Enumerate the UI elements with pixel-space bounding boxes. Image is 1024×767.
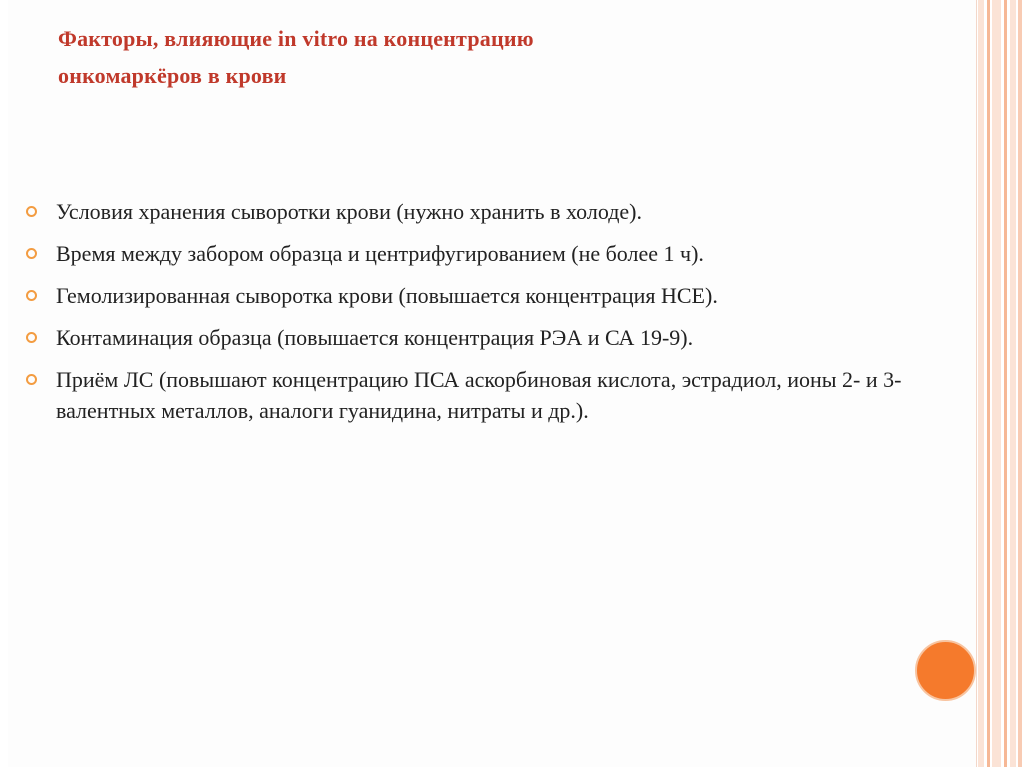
- list-item: [20, 196, 920, 227]
- ring-bullet-icon: [26, 248, 37, 259]
- stripe: [978, 0, 984, 767]
- decorative-circle-icon: [915, 640, 976, 701]
- decorative-stripes: [978, 0, 1024, 767]
- list-item: [20, 280, 920, 311]
- bullet-list: [20, 196, 920, 437]
- stripe: [1010, 0, 1016, 767]
- ring-bullet-icon: [26, 374, 37, 385]
- stripe: [1004, 0, 1007, 767]
- slide-title: [58, 20, 938, 94]
- stripe: [987, 0, 990, 767]
- slide-title-line-1: Факторы, влияющие in vitro на концентрацию: [58, 26, 534, 51]
- list-item: [20, 322, 920, 353]
- bullet-text: Гемолизированная сыворотка крови (повышается концентрация НСЕ).: [56, 283, 718, 308]
- list-item: [20, 364, 920, 426]
- list-item: [20, 238, 920, 269]
- ring-bullet-icon: [26, 290, 37, 301]
- bullet-text: Время между забором образца и центрифугированием (не более 1 ч).: [56, 241, 704, 266]
- stripe: [1018, 0, 1022, 767]
- bullet-text: Контаминация образца (повышается концентрация РЭА и СА 19-9).: [56, 325, 694, 350]
- slide-title-line-2: онкомаркёров в крови: [58, 63, 287, 88]
- ring-bullet-icon: [26, 206, 37, 217]
- ring-bullet-icon: [26, 332, 37, 343]
- bullet-text: Приём ЛС (повышают концентрацию ПСА аскорбиновая кислота, эстрадиол, ионы 2- и 3-валентных металлов, аналоги гуанидина, нитраты и др.).: [56, 367, 902, 423]
- stripe: [992, 0, 1001, 767]
- bullet-text: Условия хранения сыворотки крови (нужно хранить в холоде).: [56, 199, 642, 224]
